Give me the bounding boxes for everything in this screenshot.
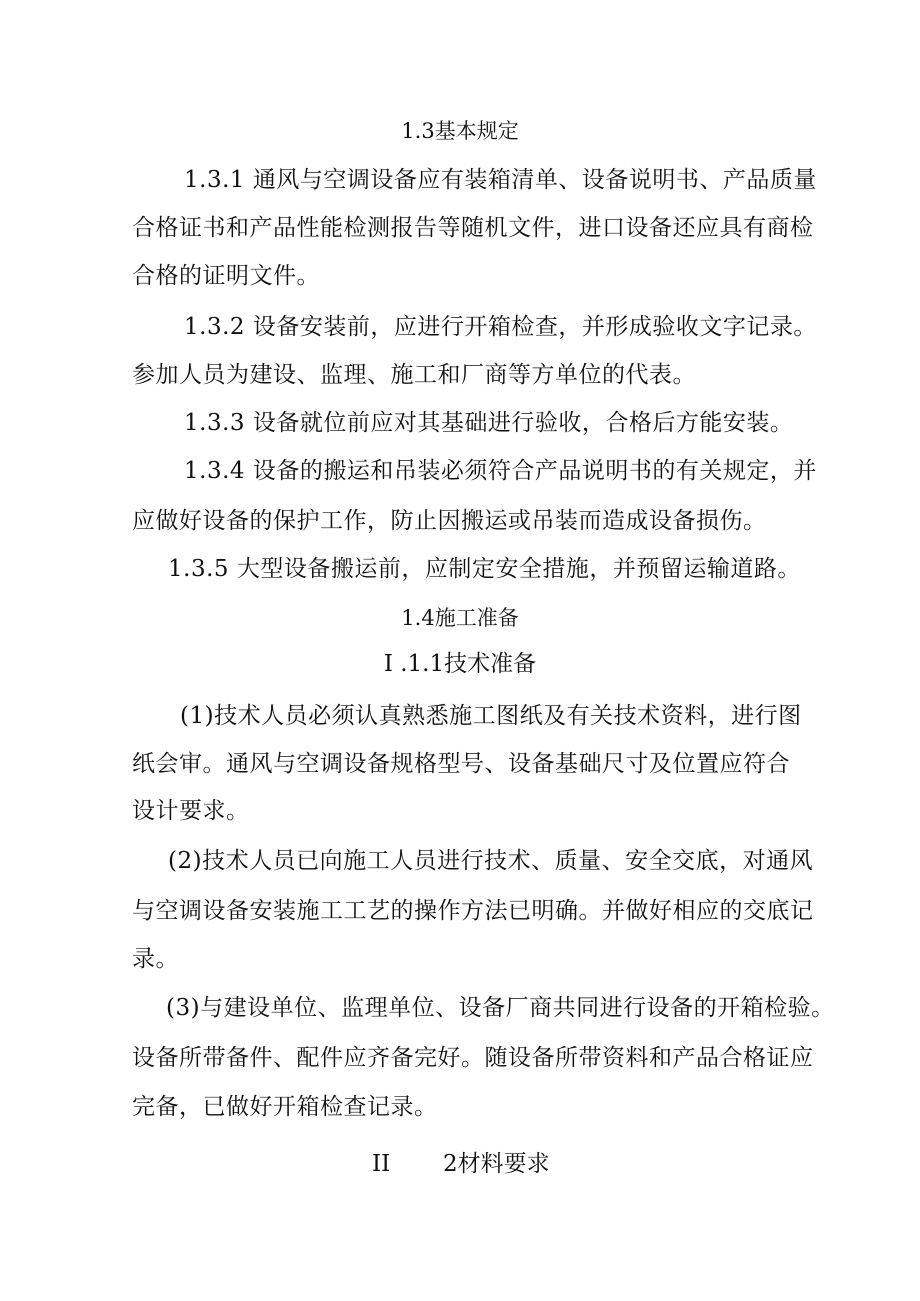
section-heading-2-material-requirements: 2材料要求: [443, 1151, 550, 1177]
paragraph-1-3-1-line-2: 合格证书和产品性能检测报告等随机文件，进口设备还应具有商检: [132, 215, 814, 241]
paragraph-1-3-4-line-2: 应做好设备的保护工作，防止因搬运或吊装而造成设备损伤。: [132, 508, 767, 534]
item-2-line-2: 与空调设备安装施工工艺的操作方法已明确。并做好相应的交底记: [132, 898, 814, 924]
paragraph-1-3-1-line-3: 合格的证明文件。: [132, 263, 320, 289]
paragraph-1-3-2-line-1: 1.3.2 设备安装前，应进行开箱检查，并形成验收文字记录。: [184, 314, 817, 340]
item-3-line-3: 完备，已做好开箱检查记录。: [132, 1094, 438, 1120]
item-1-line-3: 设计要求。: [132, 798, 250, 824]
item-3-line-1: (3)与建设单位、监理单位、设备厂商共同进行设备的开箱检验。: [166, 995, 835, 1021]
section-heading-1-3: 1.3基本规定: [401, 119, 519, 143]
paragraph-1-3-1-line-1: 1.3.1 通风与空调设备应有装箱清单、设备说明书、产品质量: [184, 167, 817, 193]
subsection-heading-technical-preparation: Ⅰ .1.1技术准备: [383, 651, 537, 677]
item-1-line-2: 纸会审。通风与空调设备规格型号、设备基础尺寸及位置应符合: [132, 751, 790, 777]
paragraph-1-3-3: 1.3.3 设备就位前应对其基础进行验收，合格后方能安装。: [184, 410, 794, 436]
section-2-roman-numeral: II: [372, 1151, 391, 1177]
paragraph-1-3-2-line-2: 参加人员为建设、监理、施工和厂商等方单位的代表。: [132, 362, 696, 388]
item-2-line-1: (2)技术人员已向施工人员进行技术、质量、安全交底，对通风: [168, 848, 814, 874]
item-1-line-1: (1)技术人员必须认真熟悉施工图纸及有关技术资料，进行图: [180, 703, 802, 729]
section-heading-1-4: 1.4施工准备: [401, 606, 519, 630]
item-2-line-3: 录。: [132, 946, 179, 972]
item-3-line-2: 设备所带备件、配件应齐备完好。随设备所带资料和产品合格证应: [132, 1045, 814, 1071]
paragraph-1-3-5: 1.3.5 大型设备搬运前，应制定安全措施，并预留运输道路。: [168, 556, 801, 582]
paragraph-1-3-4-line-1: 1.3.4 设备的搬运和吊装必须符合产品说明书的有关规定，并: [184, 458, 817, 484]
